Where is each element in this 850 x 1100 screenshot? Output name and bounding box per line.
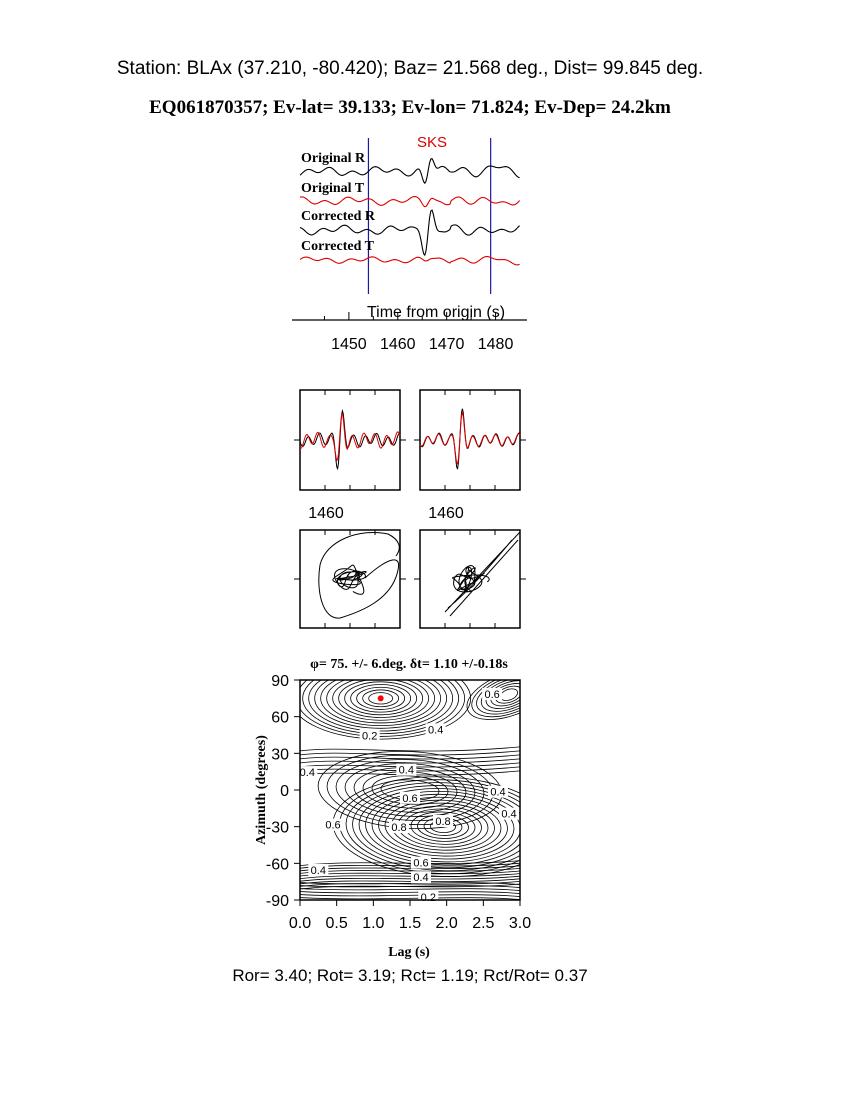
x-tick-label: 0.5 — [325, 915, 348, 932]
x-tick-label: 1.0 — [362, 915, 385, 932]
contour-line — [300, 747, 520, 751]
y-tick-label: 90 — [271, 673, 289, 690]
waveform-red — [420, 413, 520, 464]
time-tick-label: 1450 — [331, 336, 367, 353]
panel-frame — [300, 530, 400, 628]
contour-label: 0.2 — [420, 891, 436, 904]
y-tick-label: -30 — [265, 819, 289, 837]
y-tick-label: 60 — [271, 709, 289, 727]
time-axis-tick-labels — [331, 336, 513, 353]
contour-label: 0.4 — [413, 872, 429, 885]
statistics-line: Ror= 3.40; Rot= 3.19; Rct= 1.19; Rct/Rot= 0.37 — [232, 966, 588, 985]
contour-label: 0.8 — [435, 816, 451, 828]
y-tick-label: 0 — [280, 783, 289, 800]
waveform-red — [300, 414, 400, 460]
contour-line — [300, 895, 520, 897]
contour-label: 0.2 — [362, 730, 378, 743]
particle-motion-path — [445, 532, 520, 616]
particle-motion-right — [414, 530, 526, 628]
contour-label: 0.8 — [391, 822, 407, 835]
time-tick-label: 1460 — [379, 336, 416, 353]
tick-label-1460-right: 1460 — [428, 505, 464, 522]
contour-label: 0.4 — [501, 808, 517, 821]
particle-motion-left — [294, 530, 406, 628]
waveform-black — [420, 409, 520, 469]
trace-label-original-r: Original R — [301, 151, 366, 166]
contour-label: 0.4 — [490, 786, 506, 799]
contour-x-axis-label: Lag (s) — [388, 945, 430, 960]
seismogram-panel — [292, 134, 527, 353]
contour-label: 0.4 — [310, 864, 326, 877]
contour-line — [300, 886, 520, 888]
x-tick-label: 2.0 — [435, 915, 458, 932]
phase-label: SKS — [416, 134, 448, 151]
tick-label-1460-left: 1460 — [308, 505, 344, 522]
x-tick-label: 1.5 — [398, 915, 422, 932]
x-tick-label: 2.5 — [472, 915, 495, 932]
time-axis-label: Time from origin (s) — [366, 304, 506, 321]
x-tick-label: 0.0 — [288, 915, 312, 932]
contour-line — [300, 889, 520, 891]
waveform-comparison-right — [414, 390, 526, 522]
y-tick-label: -60 — [265, 856, 289, 874]
panel-ticks — [294, 530, 406, 628]
y-tick-label: -90 — [265, 893, 289, 910]
contour-title: φ= 75. +/- 6.deg. δt= 1.10 +/-0.18s — [310, 657, 508, 672]
y-tick-label: 30 — [271, 746, 289, 764]
trace-label-corrected-t: Corrected T — [301, 239, 374, 254]
contour-label: 0.4 — [398, 764, 414, 777]
panel-frame — [420, 530, 520, 628]
contour-x-tick-labels — [289, 915, 531, 932]
waveform-comparison-left — [294, 390, 406, 522]
contour-y-axis-label: Azimuth (degrees) — [254, 735, 269, 845]
contour-label: 0.6 — [325, 819, 341, 832]
contour-label: 0.6 — [402, 792, 418, 805]
misfit-contour-panel — [254, 657, 558, 960]
trace-original-t — [300, 197, 520, 207]
panel-ticks — [414, 530, 526, 628]
trace-label-corrected-r: Corrected R — [301, 209, 375, 224]
trace-corrected-t — [300, 257, 520, 265]
event-info-line: EQ061870357; Ev-lat= 39.133; Ev-lon= 71.824; Ev-Dep= 24.2km — [149, 97, 671, 118]
contour-y-tick-labels — [266, 673, 289, 910]
contour-label: 0.6 — [413, 857, 429, 870]
time-tick-label: 1480 — [477, 336, 514, 353]
trace-label-original-t: Original T — [301, 181, 365, 196]
x-tick-label: 3.0 — [508, 915, 532, 932]
particle-motion-path — [319, 532, 399, 618]
contour-line — [300, 892, 520, 894]
contour-label: 0.6 — [484, 688, 500, 701]
time-tick-label: 1470 — [428, 336, 465, 353]
contour-label: 0.4 — [428, 724, 444, 737]
contour-label: 0.4 — [299, 767, 315, 780]
station-info-line: Station: BLAx (37.210, -80.420); Baz= 21.568 deg., Dist= 99.845 deg. — [116, 58, 704, 79]
best-fit-marker — [378, 695, 384, 701]
